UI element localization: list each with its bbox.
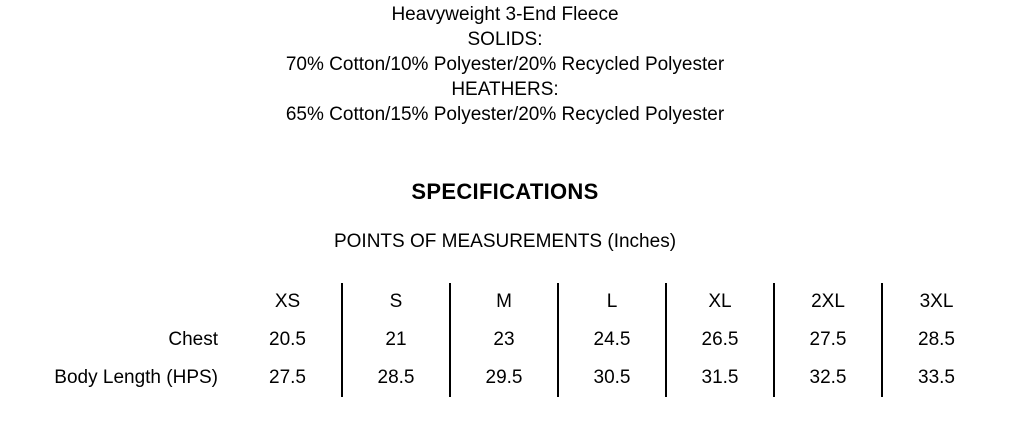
specifications-heading: SPECIFICATIONS: [411, 179, 599, 204]
fabric-line-3: 70% Cotton/10% Polyester/20% Recycled Polyester: [285, 54, 725, 75]
row-label-body-length: Body Length (HPS): [54, 367, 218, 388]
body-length-xl: 31.5: [666, 359, 774, 397]
header-size-xl: XL: [666, 283, 774, 321]
table-header-row: [6, 283, 990, 321]
table-row-chest: [6, 321, 990, 359]
header-size-m: M: [450, 283, 558, 321]
header-corner-cell: [6, 283, 234, 321]
body-length-m: 29.5: [450, 359, 558, 397]
points-of-measurements-heading: POINTS OF MEASUREMENTS (Inches): [333, 231, 677, 252]
chest-s: 21: [342, 321, 450, 359]
fabric-line-1: Heavyweight 3-End Fleece: [391, 4, 619, 25]
body-length-3xl: 33.5: [882, 359, 990, 397]
table-row-body-length: [6, 359, 990, 397]
measurements-table: [6, 283, 990, 397]
chest-3xl: 28.5: [882, 321, 990, 359]
body-length-s: 28.5: [342, 359, 450, 397]
header-size-s: S: [342, 283, 450, 321]
body-length-2xl: 32.5: [774, 359, 882, 397]
header-size-xs: XS: [274, 291, 301, 312]
fabric-description: [0, 0, 1010, 127]
chest-xs: 20.5: [269, 329, 306, 350]
fabric-line-2: SOLIDS:: [467, 29, 543, 50]
header-size-2xl: 2XL: [774, 283, 882, 321]
body-length-xs: 27.5: [269, 367, 306, 388]
measurements-table-wrapper: [0, 283, 1010, 397]
row-label-chest: Chest: [168, 329, 218, 350]
chest-2xl: 27.5: [774, 321, 882, 359]
fabric-line-4: HEATHERS:: [451, 79, 559, 100]
header-size-l: L: [558, 283, 666, 321]
chest-l: 24.5: [558, 321, 666, 359]
fabric-line-5: 65% Cotton/15% Polyester/20% Recycled Polyester: [285, 104, 725, 125]
chest-xl: 26.5: [666, 321, 774, 359]
body-length-l: 30.5: [558, 359, 666, 397]
chest-m: 23: [450, 321, 558, 359]
header-size-3xl: 3XL: [882, 283, 990, 321]
